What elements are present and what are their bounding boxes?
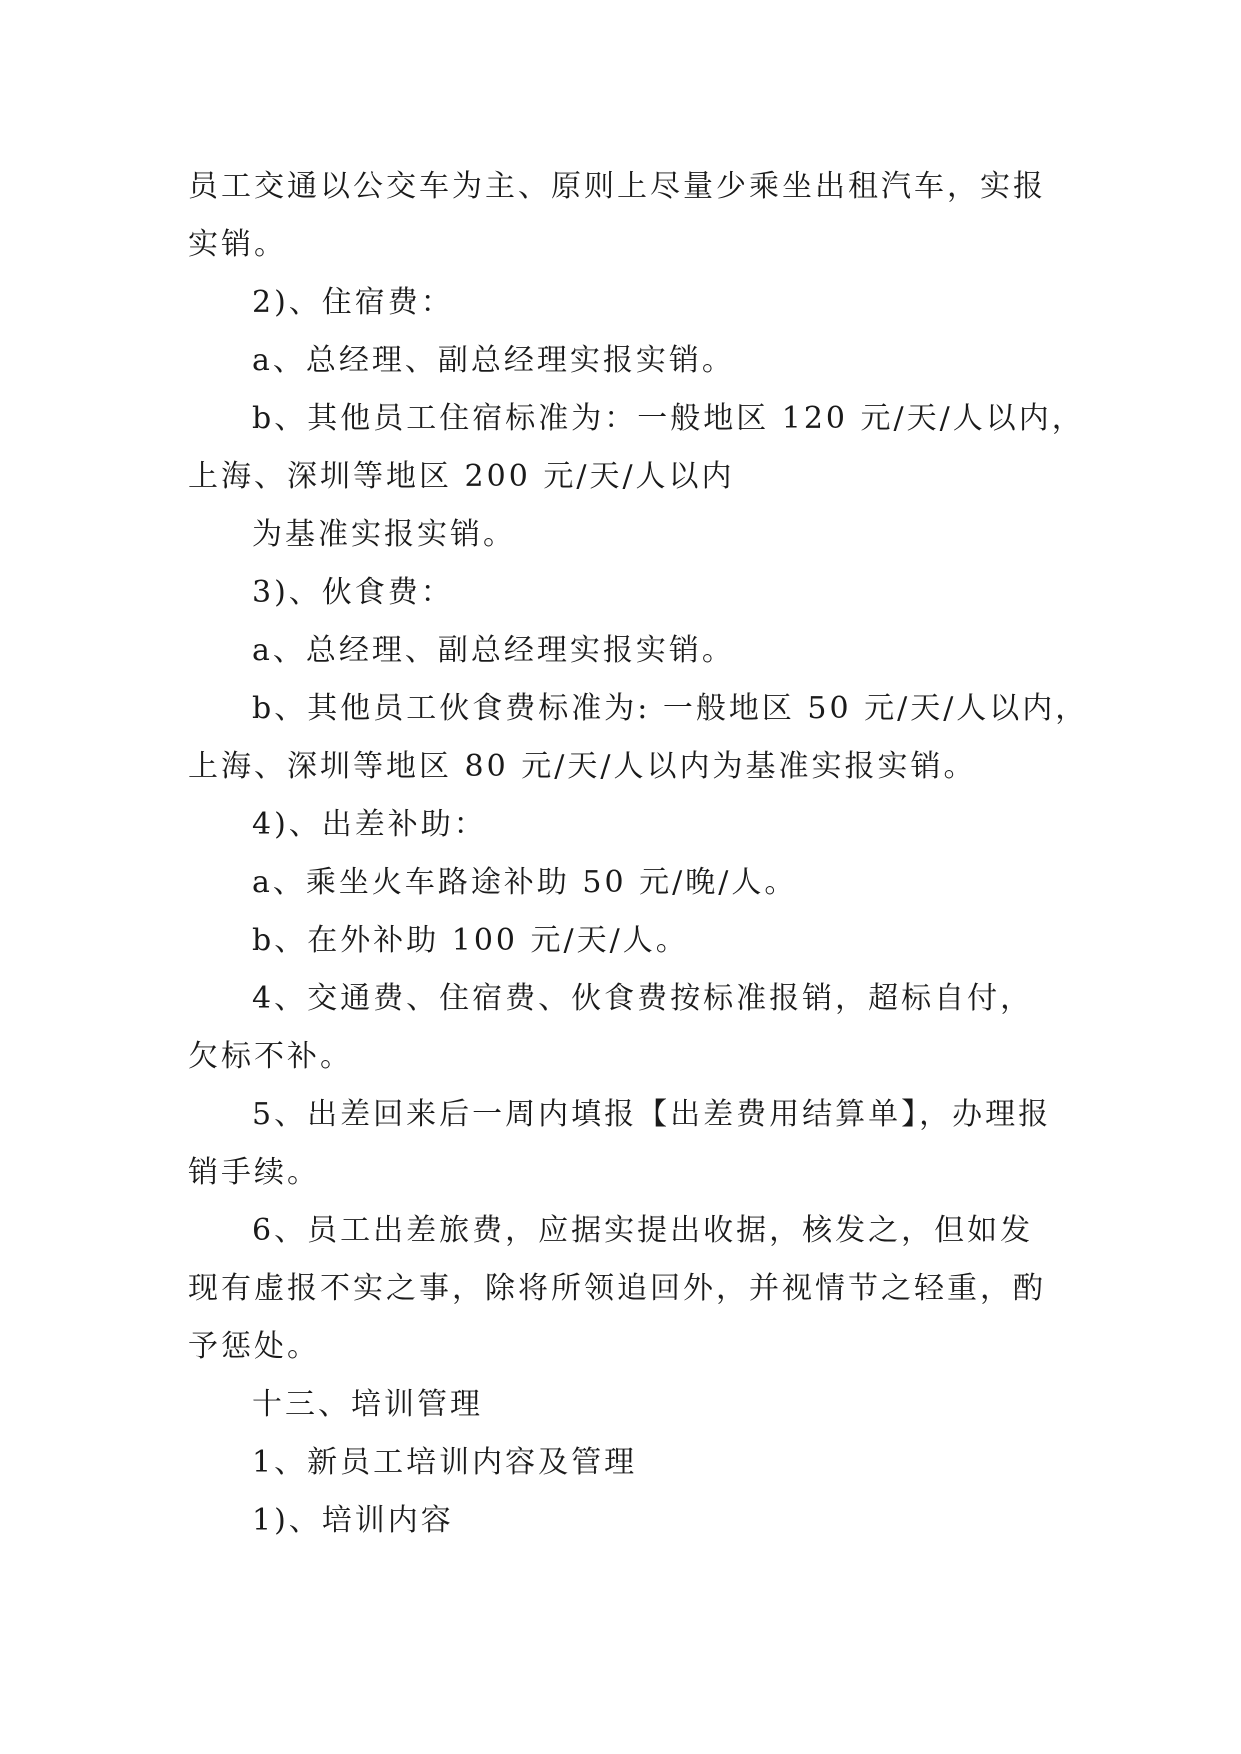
section-heading-allowance: 4)、出差补助： — [252, 807, 487, 842]
section-heading-lodging: 2)、住宿费： — [252, 285, 454, 320]
text-line: 欠标不补。 — [188, 1039, 353, 1074]
section-heading-training-content: 1)、培训内容 — [252, 1503, 454, 1538]
text-line: b、其他员工伙食费标准为: 一般地区 50 元/天/人以内， — [252, 691, 1089, 726]
chapter-heading-training: 十三、培训管理 — [252, 1387, 483, 1422]
text-line: 予惩处。 — [188, 1329, 320, 1364]
text-line: a、总经理、副总经理实报实销。 — [252, 343, 735, 378]
text-line: b、其他员工住宿标准为：一般地区 120 元/天/人以内， — [252, 401, 1085, 436]
text-line: 实销。 — [188, 227, 287, 262]
text-line: 为基准实报实销。 — [252, 517, 516, 552]
section-heading-new-staff-training: 1、新员工培训内容及管理 — [252, 1445, 638, 1480]
text-line: a、总经理、副总经理实报实销。 — [252, 633, 735, 668]
document-body — [188, 158, 1089, 1550]
text-line: 上海、深圳等地区 80 元/天/人以内为基准实报实销。 — [188, 749, 977, 784]
section-heading-meals: 3)、伙食费： — [252, 575, 454, 610]
text-line: 4、交通费、住宿费、伙食费按标准报销，超标自付， — [252, 981, 1034, 1016]
text-line: a、乘坐火车路途补助 50 元/晚/人。 — [252, 865, 798, 900]
text-line: 销手续。 — [188, 1155, 320, 1190]
text-line: 5、出差回来后一周内填报【出差费用结算单】，办理报 — [252, 1097, 1052, 1132]
text-line: 上海、深圳等地区 200 元/天/人以内 — [188, 459, 735, 494]
text-line: b、在外补助 100 元/天/人。 — [252, 923, 689, 958]
text-line: 现有虚报不实之事，除将所领追回外，并视情节之轻重，酌 — [188, 1271, 1046, 1306]
text-line: 6、员工出差旅费，应据实提出收据，核发之，但如发 — [252, 1213, 1034, 1248]
text-line: 员工交通以公交车为主、原则上尽量少乘坐出租汽车，实报 — [188, 169, 1046, 204]
